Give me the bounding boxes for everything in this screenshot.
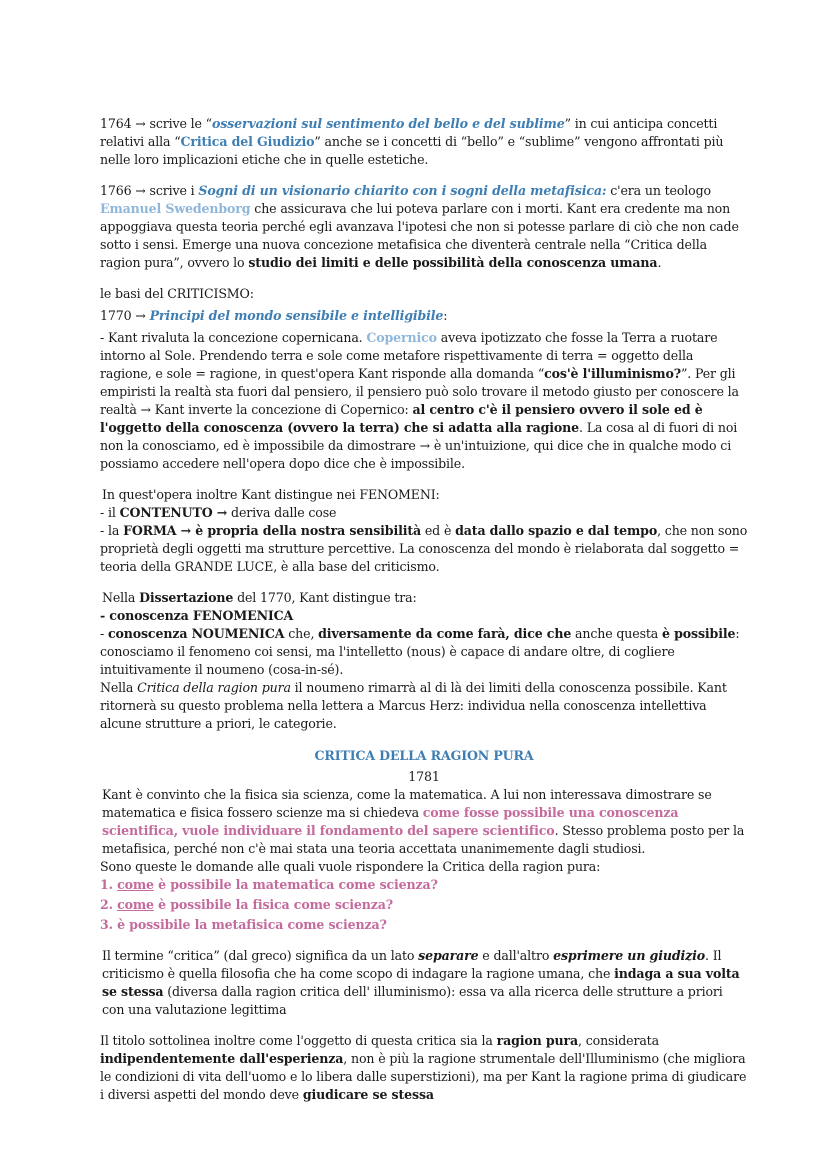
- text: è possibile la fisica come scienza?: [153, 897, 394, 912]
- list-item-contenuto: [100, 504, 748, 522]
- bold-text: conoscenza NOUMENICA: [107, 626, 285, 641]
- list-item-forma: [100, 522, 748, 576]
- paragraph-critica-noumeno: [100, 679, 748, 733]
- question-2: [100, 896, 748, 914]
- text: è possibile la matematica come scienza?: [153, 877, 438, 892]
- text: :: [443, 308, 448, 323]
- text: , non è più la ragione strumentale dell'Illuminismo (che migliora le condizioni di vita dell'uomo e lo libera dalle superstizioni), ma per Kant la ragione prima di giudicare i diversi aspetti del mondo deve: [100, 1051, 747, 1102]
- bold-text: indipendentemente dall'esperienza: [100, 1051, 344, 1066]
- text: deriva dalle cose: [227, 505, 337, 520]
- work-title: Sogni di un visionario chiarito con i sogni della metafisica:: [198, 183, 607, 198]
- text: : conosciamo il fenomeno coi sensi, ma l'intelletto (nous) è capace di andare oltre, di cogliere intuitivamente il noumeno (cosa-in-sé).: [100, 626, 740, 677]
- bold-italic-text: esprimere un giudizio: [553, 948, 706, 963]
- work-title-critica-giudizio: Critica del Giudizio: [180, 134, 315, 149]
- bold-text: studio dei limiti e delle possibilità della conoscenza umana: [248, 255, 658, 270]
- basi-criticismo: le basi del CRITICISMO:: [100, 286, 254, 301]
- bold-text: indaga a sua volta se stessa: [102, 966, 740, 999]
- text: - Kant rivaluta la concezione copernicana.: [100, 330, 367, 345]
- bold-text: CONTENUTO →: [119, 505, 228, 520]
- text: - la: [100, 523, 124, 538]
- paragraph-1764: [100, 115, 748, 169]
- text: . Stesso problema posto per la metafisica, perché non c'è mai stata una teoria accettata unanimemente dagli studiosi.: [102, 823, 745, 856]
- bold-text: data dallo spazio e dal tempo: [455, 523, 658, 538]
- text: Kant è convinto che la fisica sia scienza, come la matematica. A lui non interessava dimostrare se matematica e fisica fossero scienze ma si chiedeva: [102, 787, 712, 820]
- section-title: CRITICA DELLA RAGION PURA: [314, 748, 534, 763]
- text: 1764 → scrive le “: [100, 116, 212, 131]
- section-year: 1781: [408, 769, 440, 784]
- work-title: Principi del mondo sensibile e intelligibile: [149, 308, 444, 323]
- paragraph-critica: [100, 786, 748, 858]
- domande-intro: Sono queste le domande alle quali vuole rispondere la Critica della ragion pura:: [100, 859, 601, 874]
- paragraph-titolo: [100, 1032, 748, 1104]
- list-item-fenomenica: [100, 607, 748, 625]
- text: Il titolo sottolinea inoltre come l'oggetto di questa critica sia la: [100, 1033, 497, 1048]
- work-title: osservazioni sul sentimento del bello e del sublime: [211, 116, 565, 131]
- text: del 1770, Kant distingue tra:: [233, 590, 417, 605]
- bold-italic-text: separare: [418, 948, 479, 963]
- bold-text: FORMA → è propria della nostra sensibilità: [123, 523, 422, 538]
- paragraph-termine-critica: [100, 947, 748, 1019]
- bold-text: al centro c'è il pensiero ovvero il sole ed è l'oggetto della conoscenza (ovvero la terra) che si adatta alla ragione: [100, 402, 703, 435]
- text: anche questa: [571, 626, 663, 641]
- text: che,: [284, 626, 319, 641]
- question-1: [100, 876, 748, 894]
- text: . La cosa al di fuori di noi non la conosciamo, ed è impossibile da dimostrare → è un'intuizione, qui dice che in qualche modo ci possiamo accedere nell'opera dopo dice che è impossibile.: [100, 420, 738, 471]
- text: Nella: [100, 680, 138, 695]
- text: - il: [100, 505, 120, 520]
- text: 1770 →: [100, 308, 150, 323]
- document-body: [100, 115, 748, 1104]
- list-item-noumenica: [100, 625, 748, 679]
- paragraph-copernico: [100, 329, 748, 473]
- text: c'era un teologo: [606, 183, 711, 198]
- text: e dall'altro: [478, 948, 554, 963]
- bold-text: giudicare se stessa: [302, 1087, 434, 1102]
- text: 1.: [100, 877, 118, 892]
- text: come: [117, 877, 154, 892]
- bold-text: Dissertazione: [139, 590, 234, 605]
- text: ” anche se i concetti di “bello” e “sublime” vengono affrontati più nelle loro implicazioni etiche che in quelle estetiche.: [100, 134, 724, 167]
- text: che assicurava che lui poteva parlare con i morti. Kant era credente ma non appoggiava questa teoria perché egli avanzava l'ipotesi che non si potesse parlare di ciò che non cade sotto i sensi. Emerge una nuova concezione metafisica che diventerà centrale nella “Critica della ragion pura”, ovvero lo: [100, 201, 739, 270]
- text: , considerata: [578, 1033, 659, 1048]
- dissertazione-intro: [100, 589, 748, 607]
- question-3: 3. è possibile la metafisica come scienza?: [100, 917, 387, 932]
- text: Il termine “critica” (dal greco) significa da un lato: [102, 948, 419, 963]
- bold-text: diversamente da come farà, dice che: [318, 626, 572, 641]
- text: (diversa dalla ragion critica dell' illuminismo): essa va alla ricerca delle strutture a priori con una valutazione legittima: [102, 984, 723, 1017]
- text: ”. Per gli empiristi la realtà sta fuori dal pensiero, il pensiero può solo trovare il metodo giusto per conoscere la realtà → Kant inverte la concezione di Copernico:: [100, 366, 739, 417]
- text: 2.: [100, 897, 118, 912]
- person-name: Emanuel Swedenborg: [100, 201, 251, 216]
- bold-text: ragion pura: [496, 1033, 579, 1048]
- text: . Il criticismo è quella filosofia che ha come scopo di indagare la ragione umana, che: [102, 948, 722, 981]
- bold-text: cos'è l'illuminismo?: [544, 366, 681, 381]
- text: .: [657, 255, 662, 270]
- text: -: [100, 626, 108, 641]
- text: ed è: [421, 523, 456, 538]
- bold-text: - conoscenza FENOMENICA: [100, 608, 294, 623]
- text: il noumeno rimarrà al di là dei limiti della conoscenza possibile. Kant ritornerà su questo problema nella lettera a Marcus Herz: individua nella conoscenza intellettiva alcune strutture a priori, le categorie.: [100, 680, 727, 731]
- text: ” in cui anticipa concetti relativi alla “: [100, 116, 718, 149]
- text: Nella: [102, 590, 140, 605]
- text: come: [117, 897, 154, 912]
- paragraph-1770: [100, 307, 748, 325]
- text: , che non sono proprietà degli oggetti ma strutture percettive. La conoscenza del mondo è rielaborata dal soggetto = teoria della GRANDE LUCE, è alla base del criticismo.: [100, 523, 748, 574]
- paragraph-1766: [100, 182, 748, 272]
- text: 1766 → scrive i: [100, 183, 199, 198]
- italic-text: Critica della ragion pura: [137, 680, 291, 695]
- highlight-pink: come fosse possibile una conoscenza scientifica, vuole individuare il fondamento del sapere scientifico: [102, 805, 679, 838]
- person-name: Copernico: [366, 330, 437, 345]
- fenomeni-intro: In quest'opera inoltre Kant distingue nei FENOMENI:: [102, 487, 440, 502]
- text: aveva ipotizzato che fosse la Terra a ruotare intorno al Sole. Prendendo terra e sole come metafore rispettivamente di terra = oggetto della ragione, e sole = ragione, in quest'opera Kant risponde alla domanda “: [100, 330, 718, 381]
- bold-text: è possibile: [662, 626, 736, 641]
